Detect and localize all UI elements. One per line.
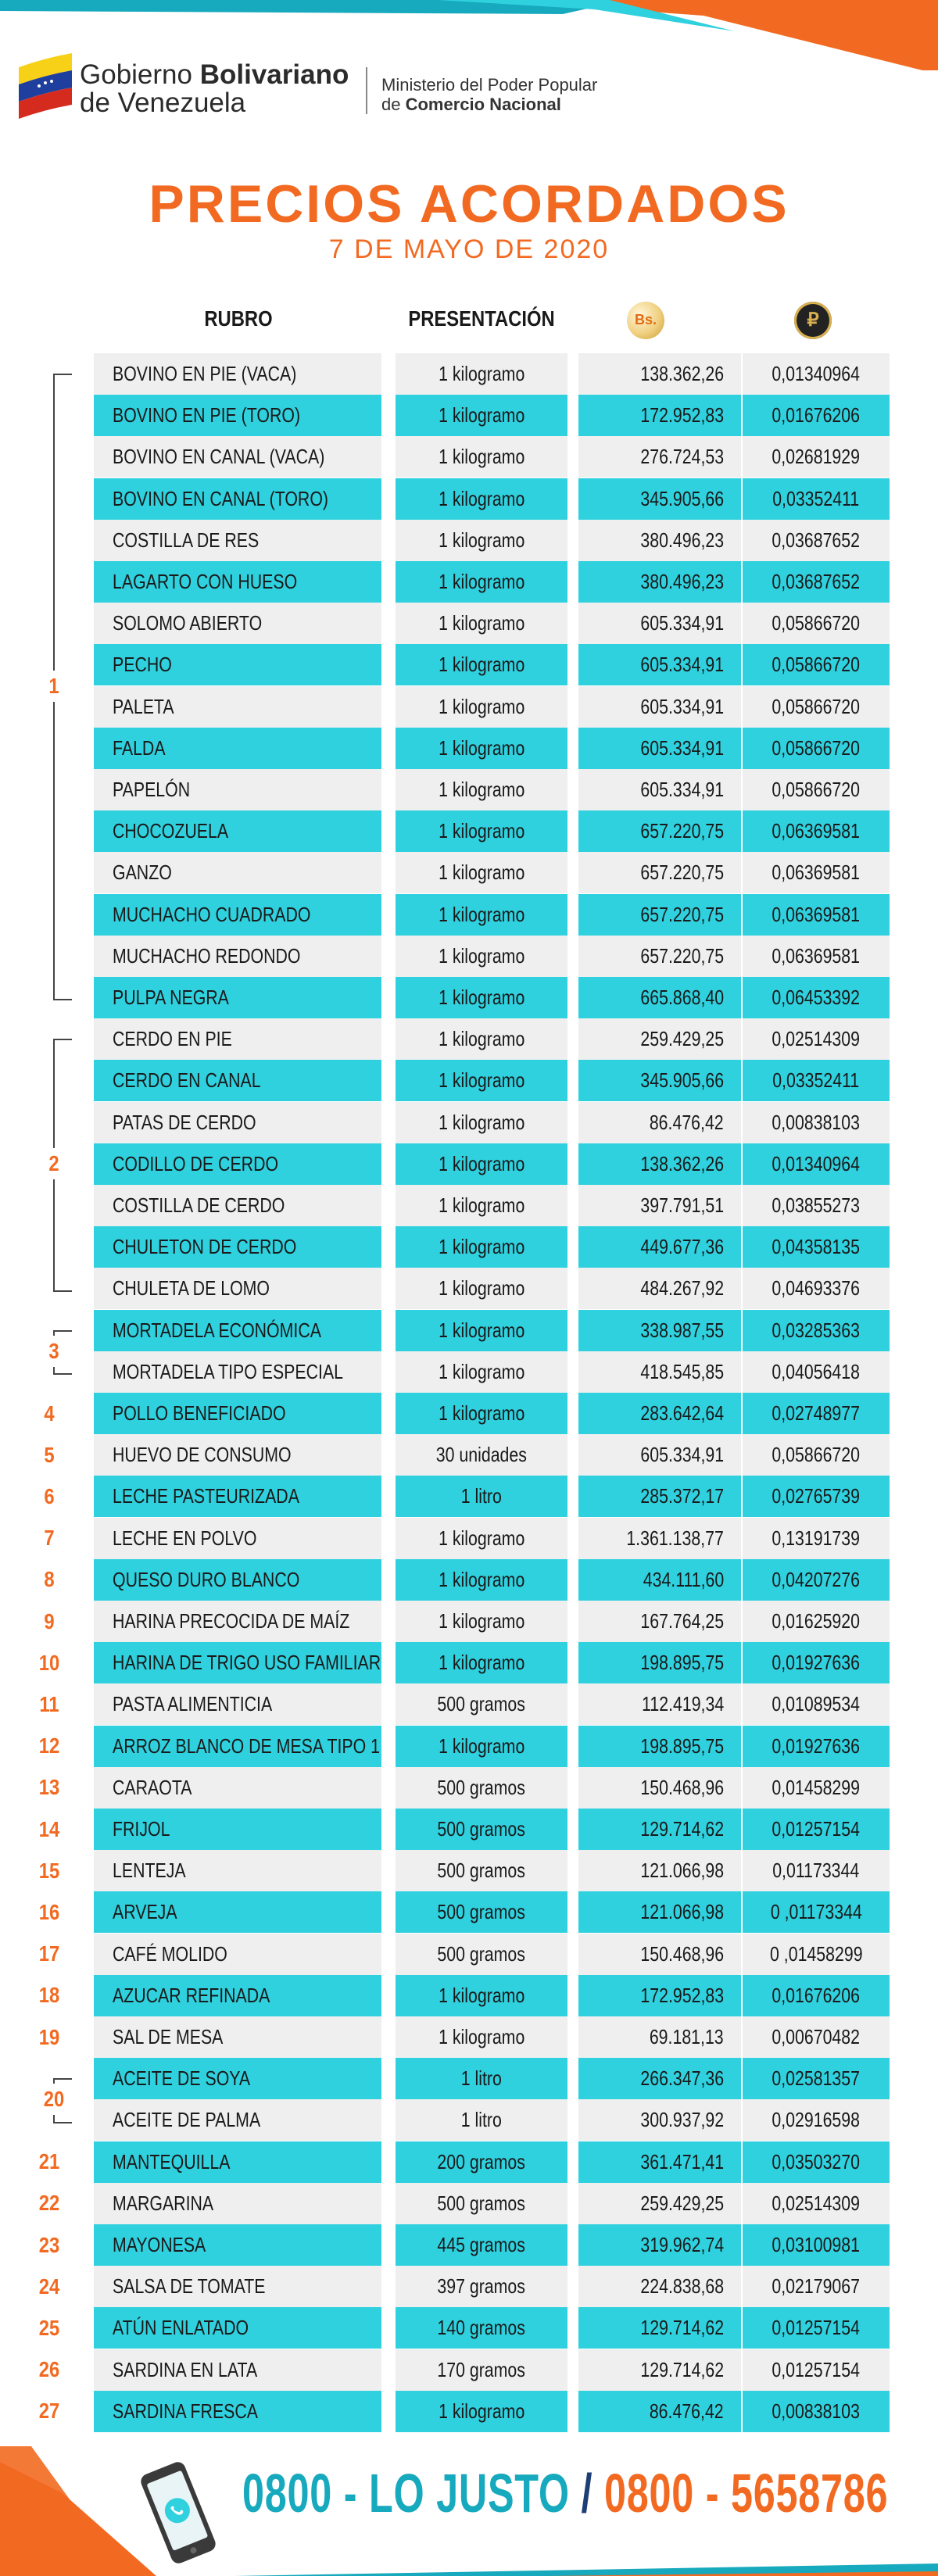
item-name: MORTADELA TIPO ESPECIAL	[94, 1351, 381, 1393]
item-presentation: 1 kilogramo	[396, 1351, 567, 1393]
item-presentation: 1 kilogramo	[396, 810, 567, 852]
item-price-petro: 0,06369581	[743, 810, 890, 852]
item-name: MAYONESA	[94, 2224, 381, 2266]
item-presentation: 1 kilogramo	[396, 561, 567, 603]
item-price-petro: 0,01676206	[743, 395, 890, 436]
table-row	[0, 1850, 938, 1891]
item-name: SOLOMO ABIERTO	[94, 603, 381, 644]
item-presentation: 1 kilogramo	[396, 1642, 567, 1683]
table-row	[0, 2183, 938, 2224]
item-price-bs: 418.545,85	[578, 1351, 741, 1393]
item-presentation: 1 kilogramo	[396, 1102, 567, 1143]
table-row	[0, 1310, 938, 1351]
item-name: CHULETON DE CERDO	[94, 1226, 381, 1268]
item-price-bs: 150.468,96	[578, 1934, 741, 1975]
item-presentation: 445 gramos	[396, 2224, 567, 2266]
item-price-bs: 129.714,62	[578, 1809, 741, 1850]
item-presentation: 1 kilogramo	[396, 1726, 567, 1767]
item-presentation: 1 kilogramo	[396, 936, 567, 977]
item-price-petro: 0,01927636	[743, 1726, 890, 1767]
item-name: HARINA DE TRIGO USO FAMILIAR	[94, 1642, 381, 1683]
item-presentation: 1 kilogramo	[396, 686, 567, 728]
group-number: 26	[38, 2357, 60, 2382]
group-number: 20	[43, 2087, 65, 2112]
item-price-bs: 361.471,41	[578, 2141, 741, 2183]
item-presentation: 500 gramos	[396, 1767, 567, 1809]
item-name: MUCHACHO CUADRADO	[94, 894, 381, 936]
hotline-text	[242, 2462, 888, 2524]
item-price-bs: 605.334,91	[578, 1434, 741, 1476]
item-presentation: 1 kilogramo	[396, 644, 567, 685]
group-number: 5	[44, 1442, 55, 1467]
item-name: ARVEJA	[94, 1891, 381, 1933]
item-presentation: 1 kilogramo	[396, 852, 567, 893]
item-name: MANTEQUILLA	[94, 2141, 381, 2183]
item-price-bs: 380.496,23	[578, 561, 741, 603]
item-price-bs: 266.347,36	[578, 2058, 741, 2099]
table-row	[0, 2224, 938, 2266]
item-name: CARAOTA	[94, 1767, 381, 1809]
group-number: 23	[38, 2232, 60, 2257]
item-price-bs: 198.895,75	[578, 1726, 741, 1767]
table-row	[0, 2016, 938, 2058]
item-price-bs: 434.111,60	[578, 1559, 741, 1601]
item-price-bs: 285.372,17	[578, 1476, 741, 1517]
column-header-presentacion: PRESENTACIÓN	[408, 306, 555, 331]
item-name: CODILLO DE CERDO	[94, 1143, 381, 1185]
item-presentation: 1 kilogramo	[396, 1018, 567, 1060]
item-price-bs: 657.220,75	[578, 936, 741, 977]
item-price-petro: 0,04693376	[743, 1268, 890, 1309]
table-row	[0, 769, 938, 810]
table-row	[0, 1018, 938, 1060]
item-price-petro: 0,03503270	[743, 2141, 890, 2183]
item-presentation: 1 kilogramo	[396, 1226, 567, 1268]
item-presentation: 1 kilogramo	[396, 1268, 567, 1309]
item-price-bs: 167.764,25	[578, 1601, 741, 1642]
item-price-bs: 276.724,53	[578, 436, 741, 478]
item-name: MORTADELA ECONÓMICA	[94, 1310, 381, 1351]
item-name: CHOCOZUELA	[94, 810, 381, 852]
group-number: 11	[39, 1692, 59, 1716]
table-row	[0, 1060, 938, 1101]
group-number: 12	[38, 1733, 60, 1758]
item-price-bs: 129.714,62	[578, 2307, 741, 2349]
item-price-petro: 0,05866720	[743, 686, 890, 728]
item-price-bs: 198.895,75	[578, 1642, 741, 1683]
group-number: 15	[38, 1858, 60, 1883]
column-header-rubro: RUBRO	[204, 306, 273, 331]
item-price-bs: 69.181,13	[578, 2016, 741, 2058]
item-price-bs: 86.476,42	[578, 1102, 741, 1143]
item-price-bs: 605.334,91	[578, 728, 741, 769]
item-price-petro: 0,01089534	[743, 1683, 890, 1725]
item-presentation: 1 kilogramo	[396, 436, 567, 478]
item-name: HARINA PRECOCIDA DE MAÍZ	[94, 1601, 381, 1642]
item-price-petro: 0,01458299	[743, 1767, 890, 1809]
group-number: 21	[38, 2149, 60, 2174]
table-row	[0, 1601, 938, 1642]
table-row	[0, 1226, 938, 1268]
item-price-bs: 338.987,55	[578, 1310, 741, 1351]
item-price-bs: 319.962,74	[578, 2224, 741, 2266]
item-price-petro: 0,06369581	[743, 894, 890, 936]
item-price-bs: 345.905,66	[578, 1060, 741, 1101]
table-row	[0, 2266, 938, 2307]
item-name: ACEITE DE SOYA	[94, 2058, 381, 2099]
item-presentation: 1 kilogramo	[396, 728, 567, 769]
table-row	[0, 1102, 938, 1143]
item-price-bs: 172.952,83	[578, 395, 741, 436]
hotline-separator: /	[569, 2463, 605, 2524]
table-row	[0, 1268, 938, 1309]
table-row	[0, 686, 938, 728]
item-presentation: 1 kilogramo	[396, 353, 567, 395]
item-price-petro: 0,05866720	[743, 769, 890, 810]
item-name: COSTILLA DE RES	[94, 520, 381, 561]
item-price-bs: 484.267,92	[578, 1268, 741, 1309]
item-name: SAL DE MESA	[94, 2016, 381, 2058]
table-row	[0, 1891, 938, 1933]
item-price-petro: 0,01173344	[743, 1850, 890, 1891]
group-number: 17	[38, 1941, 60, 1966]
item-presentation: 1 kilogramo	[396, 478, 567, 520]
item-name: FRIJOL	[94, 1809, 381, 1850]
item-price-petro: 0,02581357	[743, 2058, 890, 2099]
table-row	[0, 1185, 938, 1226]
item-price-bs: 657.220,75	[578, 810, 741, 852]
item-presentation: 500 gramos	[396, 1850, 567, 1891]
item-presentation: 1 kilogramo	[396, 1975, 567, 2016]
table-row	[0, 436, 938, 478]
table-row	[0, 395, 938, 436]
item-name: QUESO DURO BLANCO	[94, 1559, 381, 1601]
item-presentation: 140 gramos	[396, 2307, 567, 2349]
group-number: 3	[48, 1338, 59, 1363]
item-price-petro: 0,03687652	[743, 561, 890, 603]
item-name: CERDO EN CANAL	[94, 1060, 381, 1101]
header-divider	[366, 67, 367, 114]
item-presentation: 1 kilogramo	[396, 1310, 567, 1351]
item-name: COSTILLA DE CERDO	[94, 1185, 381, 1226]
table-row	[0, 1934, 938, 1975]
item-name: FALDA	[94, 728, 381, 769]
table-row	[0, 2099, 938, 2141]
page-title: PRECIOS ACORDADOS	[149, 174, 789, 234]
item-price-petro: 0,05866720	[743, 644, 890, 685]
table-row	[0, 1683, 938, 1725]
item-price-petro: 0,01625920	[743, 1601, 890, 1642]
item-price-bs: 397.791,51	[578, 1185, 741, 1226]
item-price-bs: 121.066,98	[578, 1850, 741, 1891]
item-presentation: 1 litro	[396, 2099, 567, 2141]
table-row	[0, 2349, 938, 2391]
item-presentation: 1 kilogramo	[396, 894, 567, 936]
item-name: CHULETA DE LOMO	[94, 1268, 381, 1309]
group-number: 7	[44, 1526, 55, 1551]
petro-coin-icon: ₽	[794, 302, 832, 339]
item-price-petro: 0,02748977	[743, 1393, 890, 1434]
table-row	[0, 1726, 938, 1767]
item-name: ARROZ BLANCO DE MESA TIPO 1	[94, 1726, 381, 1767]
page-date: 7 DE MAYO DE 2020	[328, 234, 610, 264]
item-price-bs: 605.334,91	[578, 686, 741, 728]
ministry-name: Ministerio del Poder Popular de Comercio Nacional	[381, 75, 598, 114]
item-presentation: 1 kilogramo	[396, 2391, 567, 2432]
item-price-bs: 150.468,96	[578, 1767, 741, 1809]
item-price-bs: 300.937,92	[578, 2099, 741, 2141]
group-number: 9	[44, 1608, 55, 1633]
phone-icon	[141, 2454, 216, 2571]
item-presentation: 1 kilogramo	[396, 1393, 567, 1434]
item-price-bs: 449.677,36	[578, 1226, 741, 1268]
item-price-bs: 259.429,25	[578, 1018, 741, 1060]
item-price-bs: 380.496,23	[578, 520, 741, 561]
table-row	[0, 603, 938, 644]
item-price-petro: 0,01927636	[743, 1642, 890, 1683]
item-price-petro: 0,01257154	[743, 2307, 890, 2349]
table-row	[0, 1434, 938, 1476]
item-name: SARDINA EN LATA	[94, 2349, 381, 2391]
item-price-petro: 0,02514309	[743, 1018, 890, 1060]
item-price-bs: 172.952,83	[578, 1975, 741, 2016]
group-number: 13	[38, 1775, 60, 1800]
item-price-petro: 0,06453392	[743, 977, 890, 1018]
item-presentation: 1 kilogramo	[396, 1060, 567, 1101]
item-name: LECHE PASTEURIZADA	[94, 1476, 381, 1517]
item-price-petro: 0,05866720	[743, 603, 890, 644]
item-price-bs: 112.419,34	[578, 1683, 741, 1725]
item-presentation: 1 kilogramo	[396, 1143, 567, 1185]
group-number: 24	[38, 2274, 60, 2299]
item-name: BOVINO EN CANAL (TORO)	[94, 478, 381, 520]
item-price-petro: 0,13191739	[743, 1518, 890, 1559]
item-name: ACEITE DE PALMA	[94, 2099, 381, 2141]
item-price-petro: 0,03687652	[743, 520, 890, 561]
item-presentation: 1 kilogramo	[396, 1185, 567, 1226]
item-price-petro: 0,01676206	[743, 1975, 890, 2016]
item-price-bs: 138.362,26	[578, 1143, 741, 1185]
item-presentation: 1 kilogramo	[396, 603, 567, 644]
item-name: MUCHACHO REDONDO	[94, 936, 381, 977]
item-price-bs: 605.334,91	[578, 644, 741, 685]
item-name: LECHE EN POLVO	[94, 1518, 381, 1559]
item-price-bs: 138.362,26	[578, 353, 741, 395]
item-price-petro: 0,02179067	[743, 2266, 890, 2307]
item-price-bs: 121.066,98	[578, 1891, 741, 1933]
table-row	[0, 728, 938, 769]
item-price-petro: 0,03352411	[743, 478, 890, 520]
item-price-petro: 0,00670482	[743, 2016, 890, 2058]
item-name: PULPA NEGRA	[94, 977, 381, 1018]
venezuela-flag-icon	[16, 52, 75, 120]
table-row	[0, 977, 938, 1018]
item-name: SARDINA FRESCA	[94, 2391, 381, 2432]
item-price-petro: 0 ,01173344	[743, 1891, 890, 1933]
header	[16, 52, 719, 122]
item-price-petro: 0,05866720	[743, 728, 890, 769]
table-row	[0, 1518, 938, 1559]
item-name: POLLO BENEFICIADO	[94, 1393, 381, 1434]
group-number: 16	[38, 1900, 60, 1924]
table-row	[0, 1351, 938, 1393]
item-price-petro: 0,02681929	[743, 436, 890, 478]
table-row	[0, 561, 938, 603]
item-presentation: 1 kilogramo	[396, 769, 567, 810]
item-name: PASTA ALIMENTICIA	[94, 1683, 381, 1725]
item-presentation: 200 gramos	[396, 2141, 567, 2183]
item-name: CERDO EN PIE	[94, 1018, 381, 1060]
item-price-petro: 0 ,01458299	[743, 1934, 890, 1975]
item-price-bs: 657.220,75	[578, 852, 741, 893]
item-price-bs: 665.868,40	[578, 977, 741, 1018]
item-name: MARGARINA	[94, 2183, 381, 2224]
item-presentation: 1 kilogramo	[396, 1601, 567, 1642]
item-price-petro: 0,00838103	[743, 2391, 890, 2432]
table-row	[0, 852, 938, 893]
item-price-petro: 0,00838103	[743, 1102, 890, 1143]
item-name: ATÚN ENLATADO	[94, 2307, 381, 2349]
item-price-bs: 283.642,64	[578, 1393, 741, 1434]
item-presentation: 1 litro	[396, 1476, 567, 1517]
hotline-number: 0800 - 5658786	[604, 2463, 889, 2524]
group-number: 4	[44, 1401, 55, 1426]
item-name: GANZO	[94, 852, 381, 893]
item-price-bs: 605.334,91	[578, 769, 741, 810]
item-name: BOVINO EN PIE (VACA)	[94, 353, 381, 395]
item-price-petro: 0,06369581	[743, 852, 890, 893]
item-price-petro: 0,01340964	[743, 353, 890, 395]
item-price-bs: 605.334,91	[578, 603, 741, 644]
item-presentation: 1 kilogramo	[396, 1559, 567, 1601]
table-row	[0, 1975, 938, 2016]
table-row	[0, 2307, 938, 2349]
table-row	[0, 2141, 938, 2183]
table-row	[0, 1143, 938, 1185]
item-price-petro: 0,01257154	[743, 1809, 890, 1850]
table-row	[0, 520, 938, 561]
item-price-petro: 0,03855273	[743, 1185, 890, 1226]
item-presentation: 1 kilogramo	[396, 395, 567, 436]
item-price-bs: 1.361.138,77	[578, 1518, 741, 1559]
item-price-petro: 0,04207276	[743, 1559, 890, 1601]
item-presentation: 500 gramos	[396, 1934, 567, 1975]
table-row	[0, 810, 938, 852]
table-row	[0, 2058, 938, 2099]
item-price-bs: 224.838,68	[578, 2266, 741, 2307]
item-presentation: 500 gramos	[396, 1683, 567, 1725]
group-number: 27	[38, 2399, 60, 2424]
government-name: Gobierno Bolivariano de Venezuela	[80, 59, 349, 118]
item-presentation: 500 gramos	[396, 1891, 567, 1933]
table-row	[0, 2391, 938, 2432]
table-row	[0, 644, 938, 685]
item-price-petro: 0,03285363	[743, 1310, 890, 1351]
item-price-petro: 0,03100981	[743, 2224, 890, 2266]
item-price-petro: 0,06369581	[743, 936, 890, 977]
item-presentation: 397 gramos	[396, 2266, 567, 2307]
item-name: PECHO	[94, 644, 381, 685]
item-name: AZUCAR REFINADA	[94, 1975, 381, 2016]
item-name: CAFÉ MOLIDO	[94, 1934, 381, 1975]
item-price-petro: 0,01340964	[743, 1143, 890, 1185]
group-number: 14	[38, 1816, 60, 1841]
item-presentation: 1 kilogramo	[396, 977, 567, 1018]
item-name: BOVINO EN PIE (TORO)	[94, 395, 381, 436]
table-row	[0, 1393, 938, 1434]
item-price-petro: 0,02514309	[743, 2183, 890, 2224]
group-number: 25	[38, 2316, 60, 2340]
item-name: LENTEJA	[94, 1850, 381, 1891]
table-row	[0, 353, 938, 395]
item-price-petro: 0,04358135	[743, 1226, 890, 1268]
table-row	[0, 1809, 938, 1850]
group-number: 18	[38, 1983, 60, 2008]
table-row	[0, 894, 938, 936]
item-price-petro: 0,05866720	[743, 1434, 890, 1476]
table-row	[0, 1476, 938, 1517]
item-presentation: 1 kilogramo	[396, 2016, 567, 2058]
group-number: 22	[38, 2191, 60, 2216]
table-row	[0, 1767, 938, 1809]
item-presentation: 500 gramos	[396, 2183, 567, 2224]
group-number: 19	[38, 2024, 60, 2049]
item-name: LAGARTO CON HUESO	[94, 561, 381, 603]
item-name: PALETA	[94, 686, 381, 728]
item-price-bs: 345.905,66	[578, 478, 741, 520]
item-presentation: 1 kilogramo	[396, 1518, 567, 1559]
group-number: 10	[38, 1650, 60, 1675]
item-price-bs: 657.220,75	[578, 894, 741, 936]
item-price-petro: 0,02765739	[743, 1476, 890, 1517]
table-row	[0, 478, 938, 520]
item-price-bs: 259.429,25	[578, 2183, 741, 2224]
bolivar-coin-icon: Bs.	[627, 302, 664, 339]
item-presentation: 170 gramos	[396, 2349, 567, 2391]
item-name: PAPELÓN	[94, 769, 381, 810]
item-price-petro: 0,04056418	[743, 1351, 890, 1393]
hotline-lo-justo: 0800 - LO JUSTO	[242, 2463, 570, 2524]
item-presentation: 500 gramos	[396, 1809, 567, 1850]
table-row	[0, 1559, 938, 1601]
item-presentation: 1 kilogramo	[396, 520, 567, 561]
item-name: BOVINO EN CANAL (VACA)	[94, 436, 381, 478]
item-presentation: 30 unidades	[396, 1434, 567, 1476]
table-row	[0, 1642, 938, 1683]
item-price-bs: 129.714,62	[578, 2349, 741, 2391]
group-number: 2	[48, 1151, 59, 1176]
item-price-petro: 0,02916598	[743, 2099, 890, 2141]
group-number: 1	[48, 673, 59, 698]
item-name: SALSA DE TOMATE	[94, 2266, 381, 2307]
item-price-petro: 0,03352411	[743, 1060, 890, 1101]
item-price-bs: 86.476,42	[578, 2391, 741, 2432]
group-number: 8	[44, 1567, 55, 1592]
group-number: 6	[44, 1484, 55, 1508]
item-name: PATAS DE CERDO	[94, 1102, 381, 1143]
table-row	[0, 936, 938, 977]
item-name: HUEVO DE CONSUMO	[94, 1434, 381, 1476]
item-price-petro: 0,01257154	[743, 2349, 890, 2391]
item-presentation: 1 litro	[396, 2058, 567, 2099]
